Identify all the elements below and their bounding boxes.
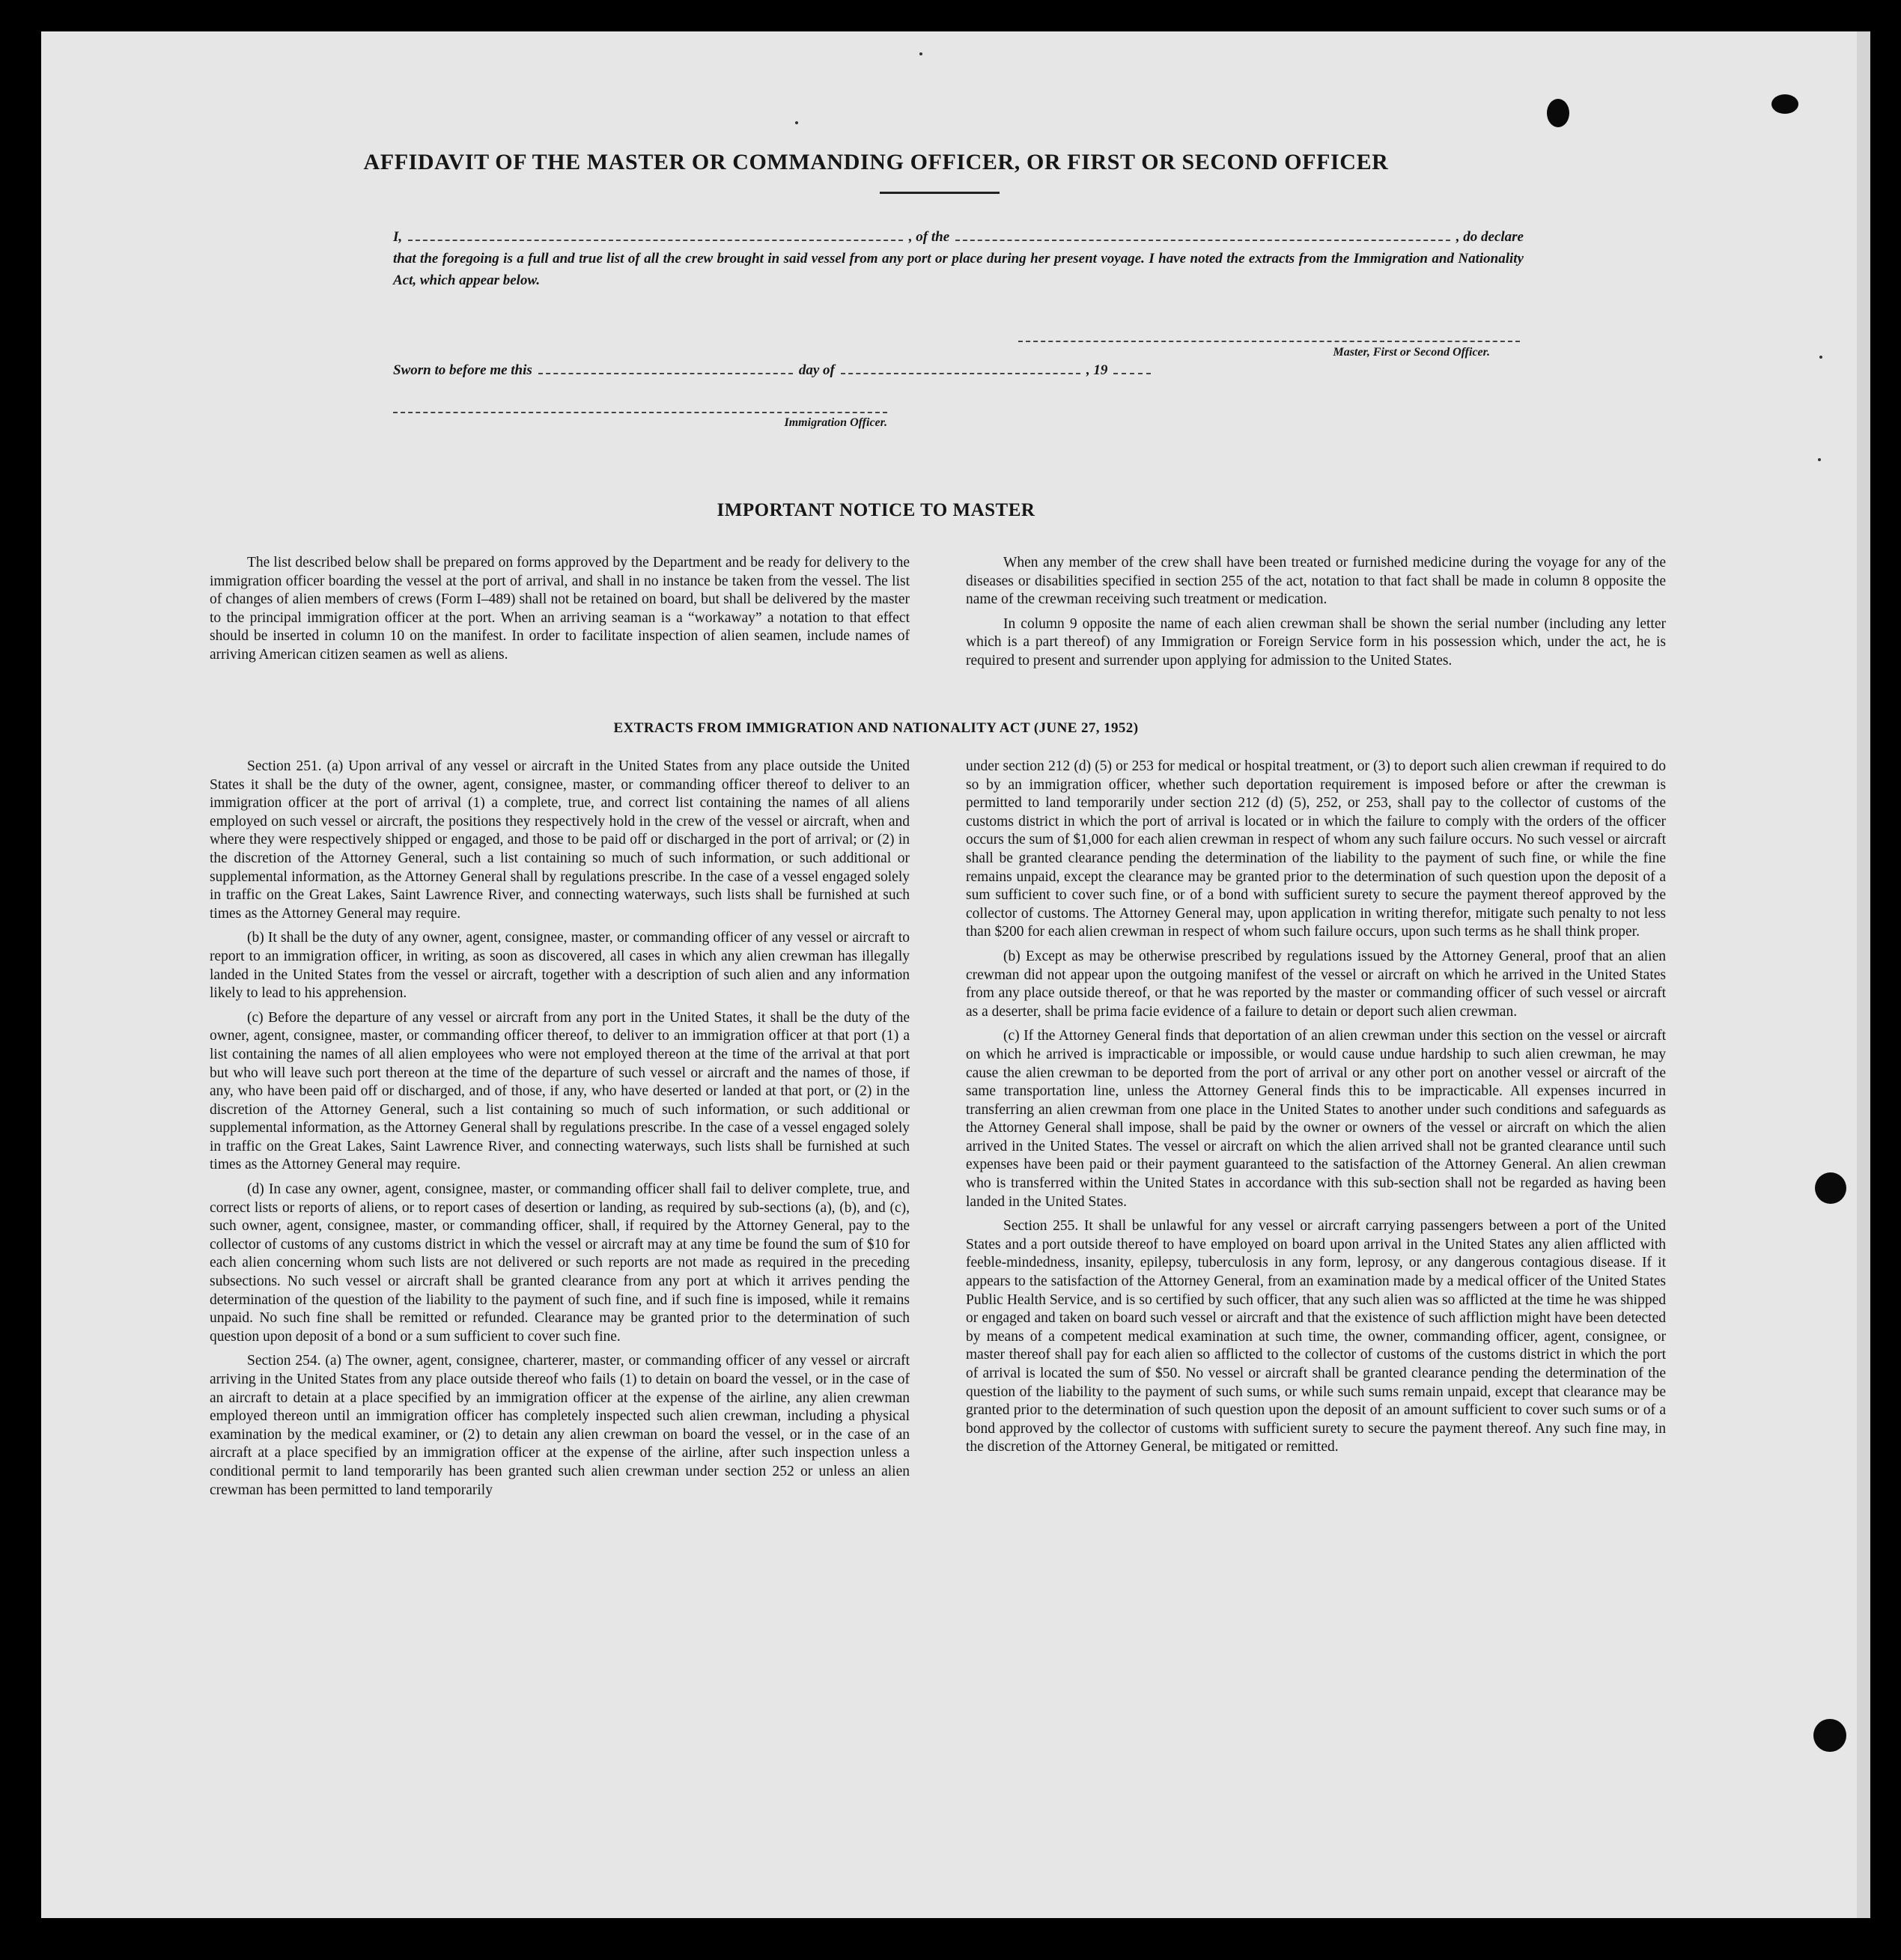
notice-paragraph: The list described below shall be prepared on forms approved by the Department and be ready for delivery to the immigration officer boarding the vessel at the port of arrival, and shall in no instance be taken from the vessel. The list of changes of alien members of crews (Form I–489) shall not be retained on board, but shall be delivered by the master to the principal immigration officer at the port. When an arriving seaman is a “workaway” a notation to that effect should be inserted in column 10 on the manifest. In order to facilitate inspection of alien seamen, include names of arriving American citizen seamen as well as aliens. [210,555,910,663]
affidavit-declaration-block [393,226,1524,291]
notice-paragraph: In column 9 opposite the name of each alien crewman shall be shown the serial number (including any letter which is a part thereof) of any Immigration or Foreign Service form in his possession which, under the act, he is required to present and surrender upon applying for admission to the United States. [966,615,1666,669]
section-254-c: (c) If the Attorney General finds that deportation of an alien crewman under this section on the vessel or aircraft on which he arrived is impracticable or impossible, or would cause undue hardship to such alien crewman, he may cause the alien crewman to be deported from the port of arrival or any other port on another vessel or aircraft of the same transportation line, unless the Attorney General finds this to be impracticable. All expenses incurred in transferring an alien crewman from one place in the United States to another under such conditions and safeguards as the Attorney General shall impose, shall be paid by the owner or owners of the vessel or aircraft on which the alien arrived in the United States. The vessel or aircraft on which the alien arrived shall not be granted clearance until such expenses have been paid or their payment guaranteed to the satisfaction of the Attorney General. An alien crewman who is transferred within the United States in accordance with this sub-section shall not be regarded as having been landed in the United States. [966,1028,1666,1210]
punch-hole [1813,1719,1846,1752]
punch-hole [1815,1172,1846,1204]
speck [919,52,922,55]
declaration-text: that the foregoing is a full and true list of all the crew brought in said vessel from any port or place during her present voyage. I have noted the extracts from the Immigration and Nationality Act, which appear below. [393,251,1524,288]
i-label: I, [393,229,403,245]
notice-paragraph: When any member of the crew shall have been treated or furnished medicine during the voyage for any of the diseases or disabilities specified in section 255 of the act, notation to that fact shall be made in column 8 opposite the name of the crewman receiving such treatment or medication. [966,555,1666,608]
notice-left-column [210,554,910,665]
section-251-b: (b) It shall be the duty of any owner, agent, consignee, master, or commanding officer of any vessel or aircraft to report to an immigration officer, in writing, as soon as discovered, all cases in which any alien crewman has illegally landed in the United States from the vessel or aircraft, together with a description of such alien and any information likely to lead to his apprehension. [210,930,910,1002]
title-rule [880,192,1000,194]
day-of-label: day of [798,362,835,378]
section-251-d: (d) In case any owner, agent, consignee, master, or commanding officer shall fail to deliver complete, true, and correct lists or reports of aliens, or to report cases of desertion or landing, as required by sub-sections (a), (b), and (c), such owner, agent, consignee, master, or commanding officer, shall, if required by the Attorney General, pay to the collector of customs of any customs district in which the vessel or aircraft may at any time be found the sum of $10 for each alien concerning whom such lists are not delivered or such reports are not made as required in the preceding subsections. No such vessel or aircraft shall be granted clearance from any port at which it arrives pending the determination of the question of the liability to the payment of such fine, and if such fine is imposed, while it remains unpaid. No such fine shall be remitted or refunded. Clearance may be granted prior to the determination of such question upon deposit of a bond or a sum sufficient to cover such fine. [210,1181,910,1345]
punch-hole [1547,99,1569,127]
extracts-title: EXTRACTS FROM IMMIGRATION AND NATIONALITY ACT (JUNE 27, 1952) [613,720,1139,736]
notice-title: IMPORTANT NOTICE TO MASTER [717,500,1035,520]
year-prefix: , 19 [1086,362,1108,378]
section-251-a: Section 251. (a) Upon arrival of any vessel or aircraft in the United States from any place outside the United States it shall be the duty of the owner, agent, consignee, master, or commanding officer thereof to deliver to an immigration officer at the port of arrival (1) a complete, true, and correct list containing the names of all aliens employed on such vessel or aircraft, the positions they respectively hold in the crew of the vessel or aircraft, when and where they were respectively shipped or engaged, and those to be paid off or discharged in the port of arrival; or (2) in the discretion of the Attorney General, such a list containing so much of such information, or such additional or supplemental information, as the Attorney General shall by regulations prescribe. In the case of a vessel engaged solely in traffic on the Great Lakes, Saint Lawrence River, and connecting waterways, such lists shall be furnished at such times as the Attorney General may require. [210,758,910,922]
month-blank[interactable] [841,372,1080,374]
section-254-b: (b) Except as may be otherwise prescribed by regulations issued by the Attorney General, proof that an alien crewman did not appear upon the outgoing manifest of the vessel or aircraft on which he arrived in the United States from any place outside thereof, or that he was reported by the master or commanding officer of such vessel or aircraft as a deserter, shall be prima facie evidence of a failure to detain or deport such alien crewman. [966,948,1666,1020]
section-251-c: (c) Before the departure of any vessel or aircraft from any port in the United States, it shall be the duty of the owner, agent, consignee, master, or commanding officer thereof, to deliver to an immigration officer at that port (1) a list containing the names of all alien employees who were not employed thereon at the time of the arrival at that port but who will leave such port thereon at the time of the departure of such vessel or aircraft and the names of those, if any, who have been paid off or discharged, and of those, if any, who have deserted or landed at that port, or (2) in the discretion of the Attorney General, such a list containing so much of such information, or such additional or supplemental information, as the Attorney General shall by regulations prescribe. In the case of a vessel engaged solely in traffic on the Great Lakes, Saint Lawrence River, and connecting waterways, such lists shall be furnished at such times as the Attorney General may require. [210,1009,910,1173]
punch-hole [1771,94,1798,114]
vessel-blank[interactable] [955,239,1450,241]
affidavit-title: AFFIDAVIT OF THE MASTER OR COMMANDING OFFICER, OR FIRST OR SECOND OFFICER [363,150,1389,174]
master-signature-label: Master, First or Second Officer. [1333,346,1490,359]
immigration-officer-signature-line[interactable] [393,412,887,413]
name-row [393,226,1524,248]
section-254-a: Section 254. (a) The owner, agent, consignee, charterer, master, or commanding officer of any vessel or aircraft arriving in the United States from any place outside thereof who fails (1) to detain on board the vessel, or in the case of an aircraft to detain at a place specified by an immigration officer at the expense of the airline, any alien crewman employed thereon until an immigration officer has completely inspected such alien crewman, including a physical examination by the medical examiner, or (2) to detain any alien crewman on board the vessel, or in the case of an aircraft at a place specified by an immigration officer at the expense of the airline, after such inspection unless a conditional permit to land temporarily has been granted such alien crewman under section 252 or unless an alien crewman has been permitted to land temporarily [210,1353,910,1498]
speck [795,121,798,124]
page-edge [1857,31,1870,1918]
immigration-officer-label: Immigration Officer. [784,416,887,429]
speck [1818,458,1821,461]
of-the-label: , of the [908,229,950,245]
day-blank[interactable] [538,372,793,374]
year-blank[interactable] [1113,372,1151,374]
sworn-label: Sworn to before me this [393,362,532,378]
sworn-row [393,362,1232,379]
notice-right-column [966,554,1666,671]
master-signature-line[interactable] [1018,341,1520,342]
speck [1819,356,1822,359]
section-254-a-continued: under section 212 (d) (5) or 253 for medical or hospital treatment, or (3) to deport such alien crewman if required to do so by an immigration officer, whether such deportation requirement is imposed before or after the crewman is permitted to land temporarily under section 212 (d) (5), 252, or 253, shall pay to the collector of customs of the customs district in which the port of arrival is located or in which the failure to comply with the orders of the officer occurs the sum of $1,000 for each alien crewman in respect of whom any such failure occurs. No such vessel or aircraft shall be granted clearance pending the determination of the liability to the payment of such fine, or while the fine remains unpaid, except the clearance may be granted prior to the determination of such question upon the deposit of a sum sufficient to cover such fine, or of a bond with sufficient surety to secure the payment thereof approved by the collector of customs. The Attorney General may, upon application in writing therefor, mitigate such penalty to not less than $200 for each alien crewman in respect of whom such failure occurs, upon such terms as he shall think proper. [966,758,1666,940]
section-255: Section 255. It shall be unlawful for any vessel or aircraft carrying passengers between a port of the United States and a port outside thereof to have employed on board upon arrival in the United States any alien afflicted with feeble-mindedness, insanity, epilepsy, tuberculosis in any form, leprosy, or any dangerous contagious disease. If it appears to the satisfaction of the Attorney General, from an examination made by a medical officer of the United States Public Health Service, and is so certified by such officer, that any such alien was so afflicted at the time he was shipped or engaged and taken on board such vessel or aircraft and that the existence of such affliction might have been detected by means of a competent medical examination at such time, the owner, commanding officer, agent, consignee, or master thereof shall pay for each alien so afflicted to the collector of customs of the customs district in which the port of arrival is located the sum of $50. No vessel or aircraft shall be granted clearance pending the determination of the question of the liability to the payment of such sums, or while such sums remain unpaid, except that clearance may be granted prior to the determination of such question upon the deposit of an amount sufficient to cover such sums or of a bond approved by the collector of customs with sufficient surety to secure the payment thereof. Any such fine may, in the discretion of the Attorney General, be mitigated or remitted. [966,1218,1666,1455]
do-declare-label: , do declare [1456,229,1524,245]
extracts-left-column [210,758,910,1500]
name-blank[interactable] [408,239,903,241]
extracts-right-column [966,758,1666,1457]
